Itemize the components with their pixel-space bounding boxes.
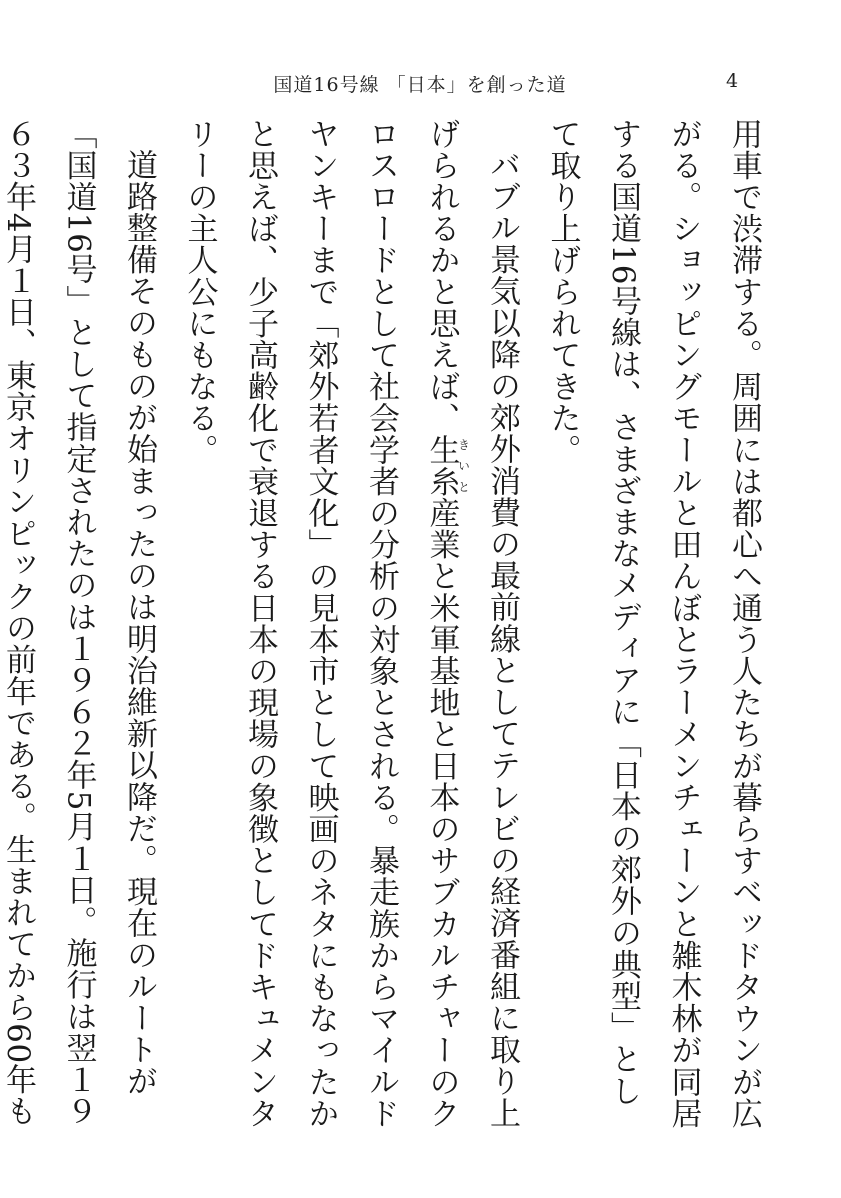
vertical-body-text [0,118,774,1138]
paragraph-text: 用車で渋滞する。周囲には都心へ通う人たちが暮らすベッドタウンが広がる。ショッピングモールと田んぼとラーメンチェーンと雑木林が同居する国道16号線は、さまざまなメディアに「日本の郊外の典型」として取り上げられてきた。 [544,118,762,1130]
ruby-annotation [423,434,471,498]
page-number: 4 [726,70,739,92]
paragraph-text: バブル景気以降の郊外消費の最前線としてテレビの経済番組に取り上げられるかと思えば、 [423,118,520,1129]
paragraph-text: 産業と米軍基地と日本のサブカルチャーのクロスロードとして社会学者の分析の対象とされる。暴走族からマイルドヤンキーまで「郊外若者文化」の見本市として映画のネタにもなったかと思えば、少子高齢化で衰退する日本の現場の象徴としてドキュメンタリーの主人公にもなる。 [181,118,460,1130]
ruby-base: 生糸 [423,434,460,498]
paragraph [169,118,532,1138]
paragraph [0,118,169,1138]
running-title: 国道16号線 「日本」を創った道 [273,74,567,96]
ruby-reading: きいと [456,434,471,498]
paragraph-continued [532,118,774,1138]
paragraph-text: 道路整備そのものが始まったのは明治維新以降だ。現在のルートが「国道16号」として指定されたのは１９６２年5月１日。施行は翌１９６３年4月１日、東京オリンピックの前年である。生まれてから60年も [0,118,157,1127]
